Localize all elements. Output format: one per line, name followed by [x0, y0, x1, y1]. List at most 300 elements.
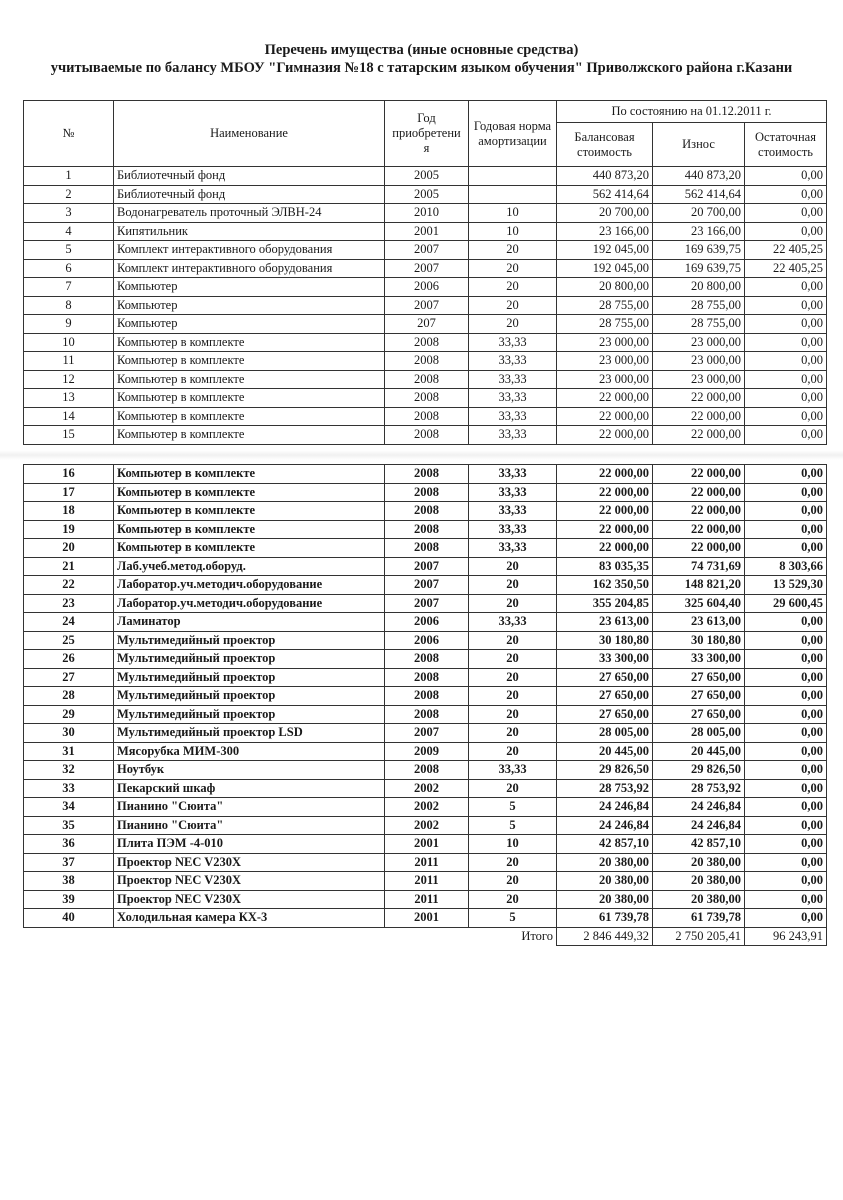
cell-residual: 0,00 — [745, 167, 827, 186]
cell-year: 2008 — [385, 539, 469, 558]
cell-wear: 23 000,00 — [653, 352, 745, 371]
table-row — [24, 426, 827, 445]
cell-num: 25 — [24, 631, 114, 650]
cell-residual: 0,00 — [745, 687, 827, 706]
cell-rate: 33,33 — [469, 613, 557, 632]
cell-balance: 24 246,84 — [557, 816, 653, 835]
header-date-group: По состоянию на 01.12.2011 г. — [557, 101, 827, 123]
table-row — [24, 909, 827, 928]
cell-rate: 20 — [469, 724, 557, 743]
cell-residual: 0,00 — [745, 426, 827, 445]
table-row — [24, 315, 827, 334]
cell-name: Пианино "Сюита" — [114, 816, 385, 835]
cell-rate: 33,33 — [469, 465, 557, 484]
table-row — [24, 370, 827, 389]
table-row — [24, 465, 827, 484]
cell-rate: 20 — [469, 594, 557, 613]
cell-name: Библиотечный фонд — [114, 167, 385, 186]
cell-num: 14 — [24, 407, 114, 426]
cell-balance: 22 000,00 — [557, 465, 653, 484]
table-row — [24, 835, 827, 854]
cell-rate: 20 — [469, 687, 557, 706]
cell-balance: 27 650,00 — [557, 705, 653, 724]
cell-balance: 22 000,00 — [557, 502, 653, 521]
cell-balance: 22 000,00 — [557, 407, 653, 426]
cell-wear: 22 000,00 — [653, 465, 745, 484]
cell-year: 2007 — [385, 594, 469, 613]
cell-wear: 22 000,00 — [653, 483, 745, 502]
cell-wear: 23 000,00 — [653, 370, 745, 389]
cell-rate: 33,33 — [469, 333, 557, 352]
cell-wear: 20 445,00 — [653, 742, 745, 761]
cell-residual: 0,00 — [745, 909, 827, 928]
cell-name: Ламинатор — [114, 613, 385, 632]
cell-rate: 20 — [469, 296, 557, 315]
cell-rate: 20 — [469, 853, 557, 872]
cell-num: 36 — [24, 835, 114, 854]
cell-wear: 22 000,00 — [653, 502, 745, 521]
table-row — [24, 483, 827, 502]
cell-rate: 33,33 — [469, 520, 557, 539]
cell-rate: 20 — [469, 241, 557, 260]
cell-residual: 0,00 — [745, 761, 827, 780]
cell-wear: 28 005,00 — [653, 724, 745, 743]
cell-num: 7 — [24, 278, 114, 297]
cell-balance: 20 380,00 — [557, 853, 653, 872]
table-row — [24, 259, 827, 278]
cell-wear: 30 180,80 — [653, 631, 745, 650]
cell-wear: 23 000,00 — [653, 333, 745, 352]
cell-num: 40 — [24, 909, 114, 928]
cell-balance: 28 005,00 — [557, 724, 653, 743]
cell-rate: 20 — [469, 742, 557, 761]
cell-year: 2002 — [385, 798, 469, 817]
cell-balance: 22 000,00 — [557, 539, 653, 558]
table-row — [24, 668, 827, 687]
cell-balance: 440 873,20 — [557, 167, 653, 186]
cell-year: 2002 — [385, 779, 469, 798]
cell-year: 2008 — [385, 520, 469, 539]
cell-num: 17 — [24, 483, 114, 502]
cell-name: Компьютер в комплекте — [114, 370, 385, 389]
cell-name: Мультимедийный проектор — [114, 687, 385, 706]
cell-name: Мультимедийный проектор LSD — [114, 724, 385, 743]
cell-rate: 10 — [469, 204, 557, 223]
cell-rate: 20 — [469, 259, 557, 278]
cell-balance: 20 380,00 — [557, 872, 653, 891]
cell-name: Кипятильник — [114, 222, 385, 241]
header-residual: Остаточная стоимость — [745, 123, 827, 167]
cell-rate: 20 — [469, 278, 557, 297]
cell-num: 15 — [24, 426, 114, 445]
cell-residual: 0,00 — [745, 483, 827, 502]
cell-wear: 22 000,00 — [653, 426, 745, 445]
cell-rate: 33,33 — [469, 539, 557, 558]
cell-rate — [469, 167, 557, 186]
table-row — [24, 167, 827, 186]
cell-num: 4 — [24, 222, 114, 241]
cell-residual: 0,00 — [745, 465, 827, 484]
cell-wear: 169 639,75 — [653, 259, 745, 278]
cell-residual: 0,00 — [745, 278, 827, 297]
cell-balance: 22 000,00 — [557, 389, 653, 408]
cell-residual: 0,00 — [745, 204, 827, 223]
cell-wear: 24 246,84 — [653, 816, 745, 835]
cell-year: 2011 — [385, 890, 469, 909]
cell-residual: 0,00 — [745, 539, 827, 558]
cell-name: Ноутбук — [114, 761, 385, 780]
cell-name: Водонагреватель проточный ЭЛВН-24 — [114, 204, 385, 223]
cell-wear: 27 650,00 — [653, 705, 745, 724]
cell-wear: 42 857,10 — [653, 835, 745, 854]
cell-num: 19 — [24, 520, 114, 539]
total-balance: 2 846 449,32 — [557, 927, 653, 946]
cell-name: Проектор NEC V230X — [114, 890, 385, 909]
table-row — [24, 389, 827, 408]
table-row — [24, 594, 827, 613]
cell-balance: 162 350,50 — [557, 576, 653, 595]
cell-balance: 28 753,92 — [557, 779, 653, 798]
cell-year: 2001 — [385, 909, 469, 928]
cell-balance: 28 755,00 — [557, 296, 653, 315]
cell-residual: 0,00 — [745, 779, 827, 798]
table-row — [24, 705, 827, 724]
cell-name: Плита ПЭМ -4-010 — [114, 835, 385, 854]
cell-residual: 0,00 — [745, 352, 827, 371]
cell-wear: 20 380,00 — [653, 890, 745, 909]
cell-balance: 30 180,80 — [557, 631, 653, 650]
cell-balance: 61 739,78 — [557, 909, 653, 928]
cell-num: 9 — [24, 315, 114, 334]
cell-rate: 33,33 — [469, 370, 557, 389]
cell-wear: 28 755,00 — [653, 296, 745, 315]
table-row — [24, 742, 827, 761]
cell-num: 16 — [24, 465, 114, 484]
cell-balance: 22 000,00 — [557, 483, 653, 502]
cell-residual: 8 303,66 — [745, 557, 827, 576]
cell-name: Компьютер в комплекте — [114, 483, 385, 502]
cell-rate: 5 — [469, 798, 557, 817]
cell-residual: 0,00 — [745, 520, 827, 539]
cell-year: 2008 — [385, 426, 469, 445]
table-row — [24, 816, 827, 835]
total-label: Итого — [521, 929, 553, 943]
cell-balance: 27 650,00 — [557, 668, 653, 687]
cell-balance: 23 000,00 — [557, 370, 653, 389]
cell-wear: 20 380,00 — [653, 853, 745, 872]
table-row — [24, 222, 827, 241]
cell-residual: 0,00 — [745, 705, 827, 724]
cell-rate — [469, 185, 557, 204]
cell-year: 2007 — [385, 241, 469, 260]
cell-num: 30 — [24, 724, 114, 743]
cell-rate: 20 — [469, 705, 557, 724]
cell-num: 10 — [24, 333, 114, 352]
cell-year: 2007 — [385, 296, 469, 315]
table-row — [24, 890, 827, 909]
table-row — [24, 631, 827, 650]
cell-balance: 33 300,00 — [557, 650, 653, 669]
cell-num: 32 — [24, 761, 114, 780]
cell-residual: 0,00 — [745, 650, 827, 669]
table-row — [24, 333, 827, 352]
cell-year: 2001 — [385, 835, 469, 854]
cell-year: 2011 — [385, 853, 469, 872]
cell-wear: 22 000,00 — [653, 539, 745, 558]
table-row — [24, 576, 827, 595]
cell-num: 2 — [24, 185, 114, 204]
cell-num: 38 — [24, 872, 114, 891]
cell-wear: 148 821,20 — [653, 576, 745, 595]
table-row — [24, 241, 827, 260]
page-break-artifact — [0, 450, 843, 460]
table-row — [24, 204, 827, 223]
cell-balance: 20 700,00 — [557, 204, 653, 223]
cell-num: 8 — [24, 296, 114, 315]
cell-balance: 27 650,00 — [557, 687, 653, 706]
cell-residual: 0,00 — [745, 816, 827, 835]
cell-rate: 20 — [469, 668, 557, 687]
cell-year: 2008 — [385, 705, 469, 724]
cell-year: 2007 — [385, 576, 469, 595]
cell-balance: 28 755,00 — [557, 315, 653, 334]
total-wear: 2 750 205,41 — [653, 927, 745, 946]
cell-balance: 23 613,00 — [557, 613, 653, 632]
cell-year: 2007 — [385, 724, 469, 743]
cell-balance: 20 800,00 — [557, 278, 653, 297]
cell-balance: 23 166,00 — [557, 222, 653, 241]
cell-num: 28 — [24, 687, 114, 706]
cell-wear: 74 731,69 — [653, 557, 745, 576]
table-row — [24, 520, 827, 539]
document-title: Перечень имущества (иные основные средства) — [264, 42, 579, 58]
cell-wear: 20 800,00 — [653, 278, 745, 297]
table-row — [24, 296, 827, 315]
assets-table-part2 — [23, 464, 827, 946]
cell-balance: 20 445,00 — [557, 742, 653, 761]
cell-num: 11 — [24, 352, 114, 371]
document-subtitle: учитываемые по балансу МБОУ "Гимназия №18 с татарским языком обучения" Приволжского района г.Казани — [50, 60, 793, 76]
header-name: Наименование — [114, 101, 385, 167]
table-row — [24, 613, 827, 632]
cell-num: 31 — [24, 742, 114, 761]
cell-rate: 33,33 — [469, 426, 557, 445]
cell-residual: 0,00 — [745, 835, 827, 854]
table-row — [24, 724, 827, 743]
cell-name: Мультимедийный проектор — [114, 650, 385, 669]
cell-name: Компьютер в комплекте — [114, 520, 385, 539]
cell-year: 2008 — [385, 407, 469, 426]
cell-year: 2008 — [385, 668, 469, 687]
cell-wear: 169 639,75 — [653, 241, 745, 260]
cell-name: Мясорубка МИМ-300 — [114, 742, 385, 761]
cell-num: 24 — [24, 613, 114, 632]
cell-wear: 28 753,92 — [653, 779, 745, 798]
cell-year: 2010 — [385, 204, 469, 223]
cell-name: Лаб.учеб.метод.оборуд. — [114, 557, 385, 576]
cell-year: 2006 — [385, 631, 469, 650]
cell-num: 29 — [24, 705, 114, 724]
cell-year: 2008 — [385, 761, 469, 780]
cell-name: Компьютер в комплекте — [114, 352, 385, 371]
cell-residual: 0,00 — [745, 222, 827, 241]
cell-balance: 192 045,00 — [557, 259, 653, 278]
cell-residual: 0,00 — [745, 742, 827, 761]
cell-balance: 23 000,00 — [557, 333, 653, 352]
cell-balance: 29 826,50 — [557, 761, 653, 780]
cell-name: Компьютер в комплекте — [114, 465, 385, 484]
cell-num: 20 — [24, 539, 114, 558]
cell-residual: 0,00 — [745, 631, 827, 650]
header-num: № — [24, 101, 114, 167]
cell-name: Компьютер в комплекте — [114, 539, 385, 558]
cell-num: 22 — [24, 576, 114, 595]
cell-wear: 440 873,20 — [653, 167, 745, 186]
cell-wear: 23 613,00 — [653, 613, 745, 632]
cell-rate: 33,33 — [469, 352, 557, 371]
assets-table-part1 — [23, 100, 827, 445]
cell-wear: 29 826,50 — [653, 761, 745, 780]
cell-name: Компьютер — [114, 296, 385, 315]
cell-residual: 0,00 — [745, 502, 827, 521]
cell-name: Пианино "Сюита" — [114, 798, 385, 817]
cell-num: 35 — [24, 816, 114, 835]
cell-residual: 0,00 — [745, 613, 827, 632]
table-row — [24, 761, 827, 780]
cell-rate: 20 — [469, 576, 557, 595]
cell-residual: 0,00 — [745, 333, 827, 352]
cell-residual: 0,00 — [745, 370, 827, 389]
cell-rate: 20 — [469, 557, 557, 576]
cell-num: 21 — [24, 557, 114, 576]
cell-year: 2008 — [385, 502, 469, 521]
cell-wear: 24 246,84 — [653, 798, 745, 817]
cell-residual: 29 600,45 — [745, 594, 827, 613]
cell-residual: 0,00 — [745, 853, 827, 872]
cell-rate: 33,33 — [469, 407, 557, 426]
cell-year: 2008 — [385, 352, 469, 371]
cell-residual: 0,00 — [745, 407, 827, 426]
table-row — [24, 798, 827, 817]
cell-year: 2007 — [385, 557, 469, 576]
cell-name: Проектор NEC V230X — [114, 853, 385, 872]
cell-wear: 22 000,00 — [653, 407, 745, 426]
cell-residual: 0,00 — [745, 668, 827, 687]
table-row — [24, 779, 827, 798]
cell-name: Лаборатор.уч.методич.оборудование — [114, 594, 385, 613]
total-residual: 96 243,91 — [745, 927, 827, 946]
cell-wear: 562 414,64 — [653, 185, 745, 204]
cell-balance: 20 380,00 — [557, 890, 653, 909]
table-row — [24, 539, 827, 558]
cell-num: 3 — [24, 204, 114, 223]
cell-wear: 20 700,00 — [653, 204, 745, 223]
cell-year: 2006 — [385, 613, 469, 632]
cell-num: 23 — [24, 594, 114, 613]
cell-year: 2006 — [385, 278, 469, 297]
cell-rate: 5 — [469, 816, 557, 835]
cell-rate: 33,33 — [469, 483, 557, 502]
cell-name: Лаборатор.уч.методич.оборудование — [114, 576, 385, 595]
cell-name: Холодильная камера КХ-3 — [114, 909, 385, 928]
table-row — [24, 853, 827, 872]
cell-year: 2005 — [385, 167, 469, 186]
cell-residual: 0,00 — [745, 890, 827, 909]
cell-residual: 0,00 — [745, 798, 827, 817]
cell-rate: 20 — [469, 631, 557, 650]
cell-name: Компьютер — [114, 315, 385, 334]
cell-balance: 24 246,84 — [557, 798, 653, 817]
cell-residual: 0,00 — [745, 296, 827, 315]
cell-num: 5 — [24, 241, 114, 260]
cell-num: 12 — [24, 370, 114, 389]
cell-wear: 61 739,78 — [653, 909, 745, 928]
cell-balance: 42 857,10 — [557, 835, 653, 854]
total-row — [24, 927, 827, 946]
cell-residual: 22 405,25 — [745, 259, 827, 278]
cell-year: 2008 — [385, 389, 469, 408]
cell-num: 33 — [24, 779, 114, 798]
cell-rate: 33,33 — [469, 502, 557, 521]
cell-wear: 23 166,00 — [653, 222, 745, 241]
cell-name: Проектор NEC V230X — [114, 872, 385, 891]
cell-residual: 0,00 — [745, 724, 827, 743]
cell-name: Компьютер в комплекте — [114, 502, 385, 521]
cell-rate: 20 — [469, 315, 557, 334]
cell-num: 6 — [24, 259, 114, 278]
cell-rate: 33,33 — [469, 761, 557, 780]
cell-name: Компьютер — [114, 278, 385, 297]
cell-wear: 325 604,40 — [653, 594, 745, 613]
cell-num: 18 — [24, 502, 114, 521]
cell-name: Библиотечный фонд — [114, 185, 385, 204]
table-row — [24, 872, 827, 891]
cell-num: 26 — [24, 650, 114, 669]
cell-residual: 0,00 — [745, 389, 827, 408]
cell-num: 37 — [24, 853, 114, 872]
cell-rate: 20 — [469, 872, 557, 891]
cell-wear: 33 300,00 — [653, 650, 745, 669]
cell-name: Пекарский шкаф — [114, 779, 385, 798]
cell-wear: 22 000,00 — [653, 520, 745, 539]
cell-year: 2008 — [385, 370, 469, 389]
cell-year: 2007 — [385, 259, 469, 278]
table-row — [24, 557, 827, 576]
cell-year: 2008 — [385, 650, 469, 669]
header-year: Год приобретени я — [385, 101, 469, 167]
cell-wear: 27 650,00 — [653, 668, 745, 687]
table-row — [24, 407, 827, 426]
cell-balance: 192 045,00 — [557, 241, 653, 260]
table-row — [24, 278, 827, 297]
cell-year: 2008 — [385, 333, 469, 352]
cell-residual: 13 529,30 — [745, 576, 827, 595]
table-row — [24, 650, 827, 669]
cell-rate: 20 — [469, 890, 557, 909]
cell-name: Мультимедийный проектор — [114, 705, 385, 724]
cell-name: Компьютер в комплекте — [114, 426, 385, 445]
cell-rate: 5 — [469, 909, 557, 928]
cell-name: Мультимедийный проектор — [114, 631, 385, 650]
cell-name: Комплект интерактивного оборудования — [114, 259, 385, 278]
cell-year: 2008 — [385, 687, 469, 706]
cell-name: Компьютер в комплекте — [114, 333, 385, 352]
cell-balance: 23 000,00 — [557, 352, 653, 371]
cell-balance: 562 414,64 — [557, 185, 653, 204]
cell-year: 2005 — [385, 185, 469, 204]
cell-balance: 355 204,85 — [557, 594, 653, 613]
header-balance: Балансовая стоимость — [557, 123, 653, 167]
